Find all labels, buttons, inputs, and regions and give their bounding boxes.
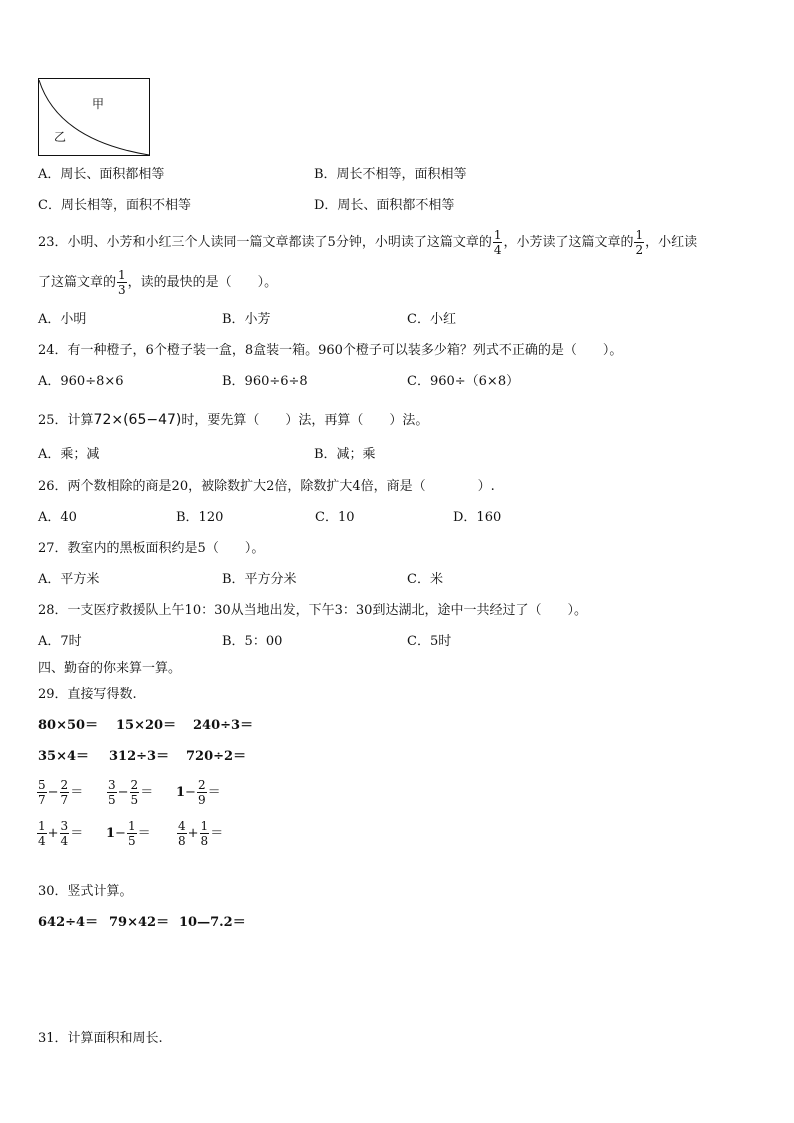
fraction-numerator: 5 (38, 778, 46, 792)
fraction-numerator: 1 (635, 228, 644, 242)
q22-option-c[interactable]: C．周长相等，面积不相等 (38, 198, 191, 213)
fraction-denominator: 8 (200, 834, 209, 848)
q28-option-c[interactable]: C．5时 (407, 634, 452, 649)
q23-fraction-1 (493, 228, 503, 257)
fraction-denominator: 5 (130, 793, 139, 807)
q29-r1-item-3: 240÷3＝ (193, 718, 254, 733)
q29-title: 29．直接写得数. (38, 687, 137, 702)
fraction-denominator: 2 (635, 243, 644, 257)
q30-item-1: 642÷4＝ (38, 915, 99, 930)
whole-number: 1 (106, 826, 116, 841)
q27-option-b[interactable]: B．平方分米 (222, 572, 297, 587)
q30-title: 30．竖式计算。 (38, 884, 133, 899)
fraction-denominator: 4 (493, 243, 502, 257)
equals: ＝ (207, 785, 221, 800)
q29-r4-item-1 (36, 818, 83, 850)
q24-option-b[interactable]: B．960÷6÷8 (222, 374, 308, 389)
q22-option-a[interactable]: A．周长、面积都相等 (38, 167, 165, 182)
figure-label-yi: 乙 (54, 130, 67, 144)
fraction-numerator: 2 (60, 778, 69, 792)
fraction-denominator: 9 (197, 793, 206, 807)
equals: ＝ (70, 826, 84, 841)
q25-text-post: 时，要先算（ ）法，再算（ ）法。 (181, 413, 429, 428)
q30-item-3: 10—7.2＝ (179, 915, 246, 930)
q25-stem (38, 410, 428, 431)
q26-option-a[interactable]: A．40 (38, 510, 77, 525)
fraction-numerator: 3 (60, 819, 69, 833)
q25-text-pre: 25．计算 (38, 413, 94, 428)
fraction-denominator: 4 (60, 834, 69, 848)
fraction-numerator: 1 (118, 268, 126, 282)
q29-r3-item-1 (36, 777, 83, 809)
section-heading: 四、勤奋的你来算一算。 (38, 661, 182, 676)
operator: + (47, 826, 59, 841)
q25-option-a[interactable]: A．乘；减 (38, 447, 100, 462)
fraction-numerator: 2 (197, 778, 206, 792)
fraction-numerator: 1 (127, 819, 136, 833)
q29-r1-item-1: 80×50＝ (38, 718, 99, 733)
q29-r4-item-2 (106, 818, 151, 850)
q23-text-5: ，读的最快的是（ ）。 (127, 275, 278, 290)
q24-option-a[interactable]: A．960÷8×6 (38, 374, 124, 389)
fraction-numerator: 4 (178, 819, 186, 833)
q25-option-b[interactable]: B．减；乘 (314, 447, 376, 462)
q29-r2-item-2: 312÷3＝ (109, 749, 170, 764)
q28-option-b[interactable]: B．5：00 (222, 634, 283, 649)
fraction-denominator: 5 (108, 793, 116, 807)
q23-fraction-2 (634, 228, 644, 257)
q26-option-b[interactable]: B．120 (176, 510, 224, 525)
q31-title: 31．计算面积和周长. (38, 1031, 163, 1046)
q25-expression: 72×(65−47) (93, 412, 182, 428)
fraction-denominator: 7 (38, 793, 46, 807)
q22-option-b[interactable]: B．周长不相等，面积相等 (314, 167, 467, 182)
fraction-denominator: 8 (178, 834, 186, 848)
q28-option-a[interactable]: A．7时 (38, 634, 82, 649)
q23-fraction-3 (117, 268, 127, 297)
q27-option-a[interactable]: A．平方米 (38, 572, 100, 587)
operator: + (187, 826, 199, 841)
fraction-denominator: 3 (118, 283, 126, 297)
figure-label-jia: 甲 (92, 97, 105, 111)
q23-text-3: ，小红读 (645, 235, 698, 250)
q23-text-1: 23．小明、小芳和小红三个人读同一篇文章都读了5分钟，小明读了这篇文章的 (38, 235, 492, 250)
q23-text-4: 了这篇文章的 (38, 275, 117, 290)
q26-option-d[interactable]: D．160 (453, 510, 502, 525)
q27-option-c[interactable]: C．米 (407, 572, 443, 587)
q29-r2-item-1: 35×4＝ (38, 749, 90, 764)
q23-option-a[interactable]: A．小明 (38, 312, 87, 327)
shape-figure (38, 78, 152, 158)
fraction-numerator: 3 (108, 778, 116, 792)
fraction-numerator: 1 (38, 819, 46, 833)
q23-text-2: ，小芳读了这篇文章的 (503, 235, 634, 250)
fraction-numerator: 2 (130, 778, 139, 792)
whole-number: 1 (176, 785, 186, 800)
q23-option-c[interactable]: C．小红 (407, 312, 456, 327)
q26-option-c[interactable]: C．10 (315, 510, 355, 525)
fraction-denominator: 5 (127, 834, 136, 848)
equals: ＝ (137, 826, 151, 841)
q23-stem-line1 (38, 228, 697, 258)
fraction-numerator: 1 (200, 819, 209, 833)
equals: ＝ (70, 785, 84, 800)
operator: − (185, 785, 196, 800)
q23-stem-line2 (38, 268, 277, 298)
q24-option-c[interactable]: C．960÷（6×8） (407, 374, 520, 389)
q29-r2-item-3: 720÷2＝ (186, 749, 247, 764)
q22-option-d[interactable]: D．周长、面积都不相等 (314, 198, 455, 213)
q27-stem: 27．教室内的黑板面积约是5（ ）。 (38, 541, 265, 556)
operator: − (117, 785, 129, 800)
q29-r1-item-2: 15×20＝ (116, 718, 177, 733)
fraction-denominator: 4 (38, 834, 46, 848)
operator: − (115, 826, 126, 841)
q24-stem: 24．有一种橙子，6个橙子装一盒，8盒装一箱。960个橙子可以装多少箱？列式不正确的是（ ）。 (38, 343, 623, 358)
q28-stem: 28．一支医疗救援队上午10：30从当地出发，下午3：30到达湖北，途中一共经过了（ ）。 (38, 603, 587, 618)
q29-r3-item-2 (106, 777, 153, 809)
q23-option-b[interactable]: B．小芳 (222, 312, 271, 327)
q30-item-2: 79×42＝ (109, 915, 170, 930)
q29-r3-item-3 (176, 777, 221, 809)
fraction-denominator: 7 (60, 793, 69, 807)
q29-r4-item-3 (176, 818, 223, 850)
equals: ＝ (210, 826, 224, 841)
fraction-numerator: 1 (493, 228, 502, 242)
q26-stem: 26．两个数相除的商是20，被除数扩大2倍，除数扩大4倍，商是（ ）. (38, 479, 495, 494)
operator: − (47, 785, 59, 800)
equals: ＝ (140, 785, 154, 800)
